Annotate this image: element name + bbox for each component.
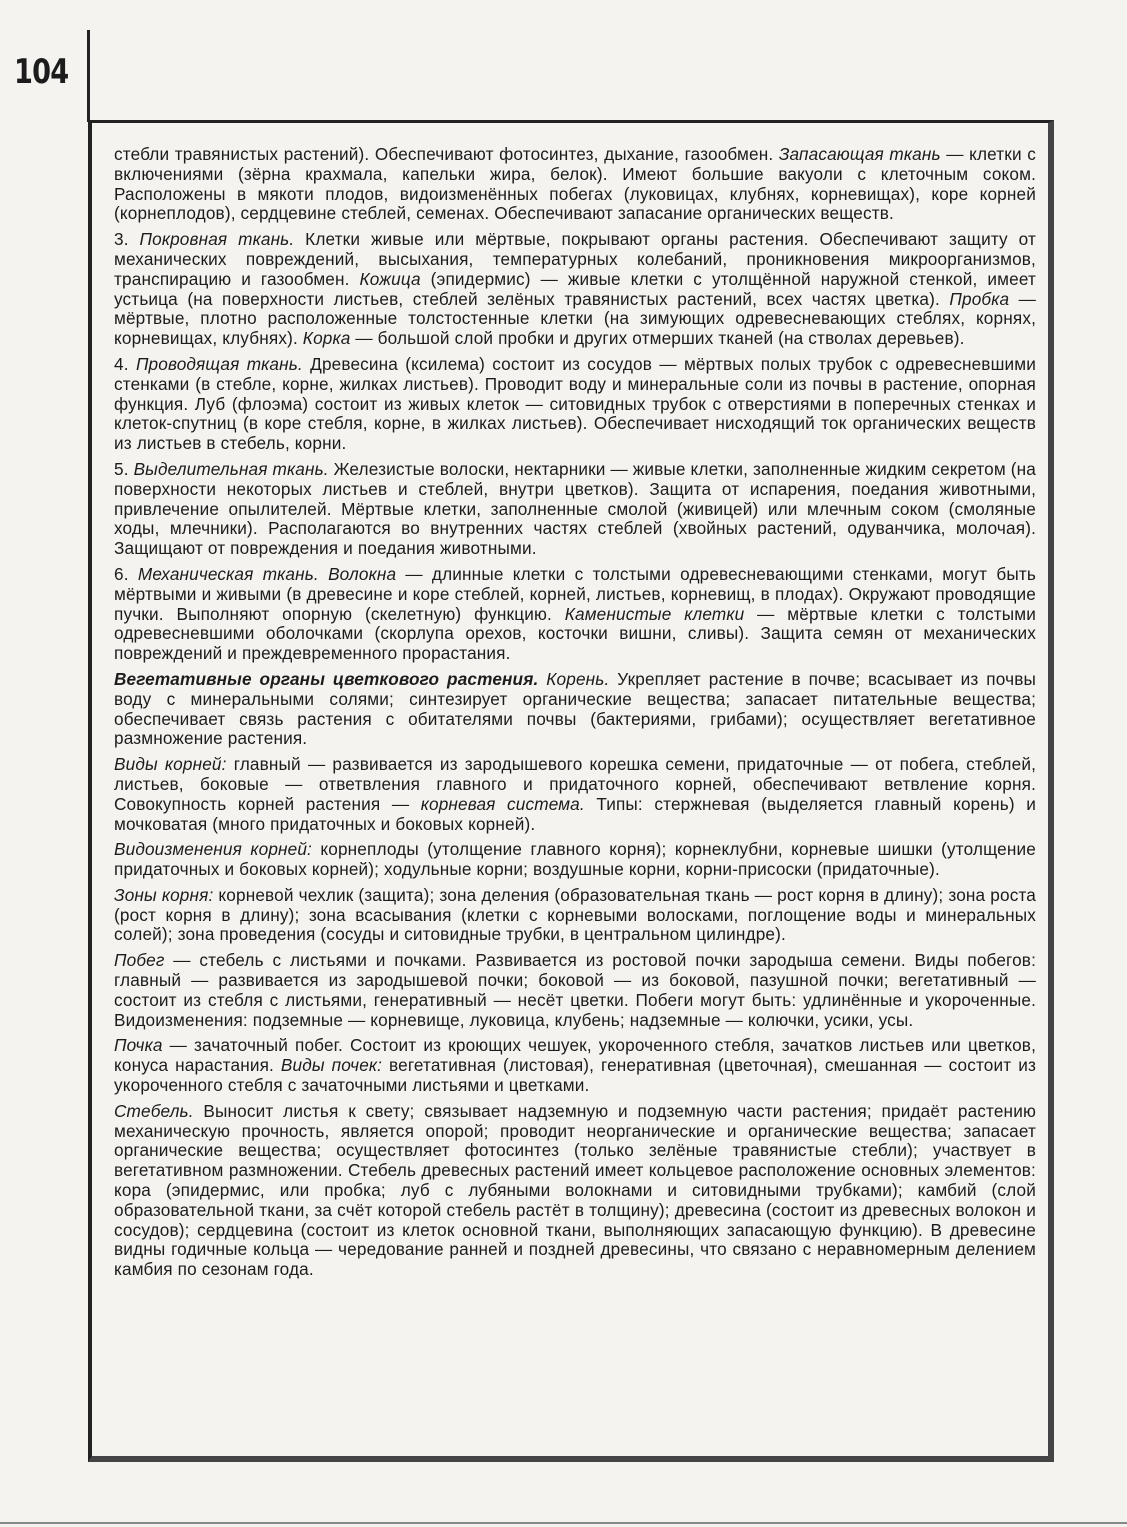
text-run: — мёртвые клетки с толстыми одревесневшими оболочками (скорлупа орехов, косточки вишни, сливы). Защита семян от механических повреждений и преждевременного прорастания.: [114, 603, 1036, 664]
emphasis-term: Стебель.: [114, 1100, 194, 1121]
emphasis-term: Проводящая ткань.: [135, 353, 303, 374]
page-number: 104: [14, 52, 69, 92]
paragraph: [114, 951, 1036, 1030]
paragraph: [114, 1102, 1036, 1280]
emphasis-term: Выделительная ткань.: [133, 458, 329, 479]
text-run: 3.: [114, 229, 140, 250]
text-run: Укрепляет растение в почве; всасывает из почвы воду с минеральными солями; синтезирует органические вещества; запасает питательные вещества; обеспечивает связь растения с обитателями почвы (бактериями, грибами); осуществляет вегетативное размножение растения.: [114, 668, 1036, 749]
text-run: корнеплоды (утолщение главного корня); корнеклубни, корневые шишки (утолщение придаточных и боковых корней); ходульные корни; воздушные корни, корни-присоски (придаточные).: [114, 839, 1036, 880]
text-run: — зачаточный побег. Состоит из кроющих чешуек, укороченного стебля, зачатков листьев или цветков, конуса нарастания.: [114, 1035, 1036, 1076]
text-run: Древесина (ксилема) состоит из сосудов — мёртвых полых трубок с одревесневшими стенками (в стебле, корне, жилках листьев). Проводит воду и минеральные соли из почвы в растение, опорная функция. Луб (флоэма) состоит из живых клеток — ситовидных трубок с отверстиями в поперечных стенках и клеток-спутниц (в коре стебля, корне, в жилках листьев). Обеспечивает нисходящий ток органических веществ из листьев в стебель, корни.: [114, 353, 1036, 454]
emphasis-term: Виды корней:: [114, 754, 227, 775]
emphasis-term: Вегетативные органы цветкового растения.: [114, 668, 539, 689]
paragraph: [114, 565, 1036, 664]
text-run: — длинные клетки с толстыми одревесневающими стенками, могут быть мёртвыми и живыми (в древесине и коре стеблей, корней, листьев, корневищ, в плодах). Окружают проводящие пучки. Выполняют опорную (скелетную) функцию.: [114, 563, 1036, 624]
emphasis-term: Механическая ткань. Волокна: [137, 563, 397, 584]
text-run: Выносит листья к свету; связывает надземную и подземную части растения; придаёт растению механическую прочность, является опорой; проводит неорганические и органические вещества; запасает органические вещества; осуществляет фотосинтез (только зелёные травянистые стебли); участвует в вегетативном размножении. Стебель древесных растений имеет кольцевое расположение основных элементов: кора (эпидермис, или пробка; луб с лубяными волокнами и ситовидными трубками); камбий (слой образовательной ткани, за счёт которой стебель растёт в толщину); древесина (состоит из древесных волокон и сосудов); сердцевина (состоит из клеток основной ткани, выполняющих запасающую функцию). В древесине видны годичные кольца — чередование ранней и поздней древесины, что связано с неравномерным делением камбия по сезонам года.: [114, 1100, 1036, 1280]
emphasis-term: Запасающая ткань: [778, 144, 941, 164]
paragraph: [114, 460, 1036, 559]
emphasis-term: Почка: [114, 1035, 163, 1056]
bottom-rule: [0, 1522, 1127, 1524]
paragraph: [114, 886, 1036, 945]
paragraph: [114, 840, 1036, 880]
text-run: Типы: стержневая (выделяется главный корень) и мочковатая (много придаточных и боковых корней).: [114, 793, 1036, 834]
emphasis-term: Каменистые клетки: [564, 603, 745, 624]
text-run: Железистые волоски, нектарники — живые клетки, заполненные жидким секретом (на поверхности некоторых листьев и стеблей, внутри цветков). Защита от испарения, поедания животными, привлечение опылителей. Мёртвые клетки, заполненные смолой (живицей) или млечным соком (смоляные ходы, млечники). Располагаются во внутренних частях стеблей (хвойных растений, одуванчика, молочая). Защищают от повреждения и поедания животными.: [114, 458, 1037, 559]
paragraph: [114, 1036, 1036, 1095]
emphasis-term: Зоны корня:: [114, 884, 214, 905]
paragraph: [114, 230, 1036, 349]
text-run: — клетки с включениями (зёрна крахмала, капельки жира, белок). Имеют большие вакуоли с клеточным соком. Расположены в мякоти плодов, видоизменённых побегах (луковицах, клубнях, корневищах), коре корней (корнеплодов), сердцевине стеблей, семенах. Обеспечивают запасание органических веществ.: [114, 144, 1036, 224]
paragraph: [114, 755, 1036, 834]
text-run: — большой слой пробки и других отмерших тканей (на стволах деревьев).: [350, 328, 965, 349]
emphasis-term: Побег: [114, 950, 165, 971]
text-body: [114, 145, 1036, 1280]
emphasis-term: корневая система.: [420, 793, 585, 814]
text-run: Клетки живые или мёртвые, покрывают органы растения. Обеспечивают защиту от механических повреждений, высыхания, температурных колебаний, проникновения микроорганизмов, транспирацию и газообмен.: [114, 229, 1036, 289]
paragraph: [114, 145, 1036, 224]
text-run: 6.: [114, 563, 138, 584]
text-run: 4.: [114, 353, 136, 374]
emphasis-term: Покровная ткань.: [139, 229, 295, 250]
content-frame: [88, 120, 1054, 1462]
text-run: стебли травянистых растений). Обеспечивают фотосинтез, дыхание, газообмен.: [114, 144, 779, 164]
paragraph: [114, 670, 1036, 749]
emphasis-term: Кожица: [359, 268, 421, 289]
emphasis-term: Корка: [302, 328, 351, 349]
text-run: — мёртвые, плотно расположенные толстостенные клетки (на зимующих одревесневающих стеблях, корнях, корневищах, клубнях).: [114, 288, 1037, 349]
text-run: корневой чехлик (защита); зона деления (образовательная ткань — рост корня в длину); зона роста (рост корня в длину); зона всасывания (клетки с корневыми волосками, поглощение воды и минеральных солей); зона проведения (сосуды и ситовидные трубки, в центральном цилиндре).: [114, 884, 1036, 945]
text-run: (эпидермис) — живые клетки с утолщённой наружной стенкой, имеет устьица (на поверхности листьев, стеблей зелёных травянистых растений, всех частях цветка).: [114, 268, 1036, 309]
margin-rule: [87, 30, 90, 122]
text-run: главный — развивается из зародышевого корешка семени, придаточные — от побега, стеблей, листьев, боковые — ответвления главного и придаточного корней, обеспечивают ветвление корня. Совокупность корней растения —: [114, 754, 1036, 814]
text-run: вегетативная (листовая), генеративная (цветочная), смешанная — состоит из укороченного стебля с зачаточными листьями и цветками.: [114, 1055, 1036, 1096]
emphasis-term: Пробка: [949, 288, 1010, 309]
text-run: 5.: [114, 458, 134, 479]
paragraph: [114, 355, 1036, 454]
text-run: — стебель с листьями и почками. Развивается из ростовой почки зародыша семени. Виды побегов: главный — развивается из зародышевой почки; боковой — из боковой, пазушной почки; вегетативный — состоит из стебля с листьями, генеративный — несёт цветки. Побеги могут быть: удлинённые и укороченные. Видоизменения: подземные — корневище, луковица, клубень; надземные — колючки, усики, усы.: [114, 950, 1036, 1030]
emphasis-term: Видоизменения корней:: [114, 839, 312, 860]
emphasis-term: Виды почек:: [280, 1055, 383, 1076]
emphasis-term: Корень.: [546, 668, 610, 689]
